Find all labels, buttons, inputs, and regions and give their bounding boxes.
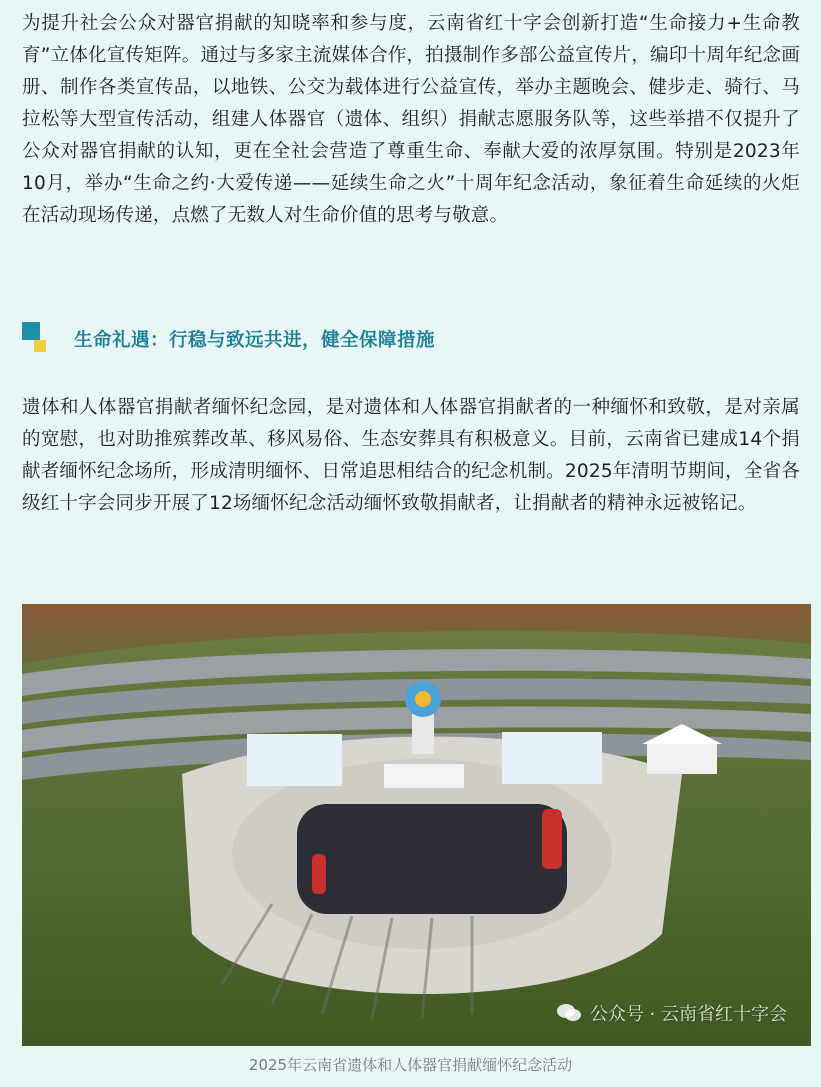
section-heading (22, 322, 435, 356)
watermark (556, 1000, 787, 1026)
section-heading-text: 生命礼遇：行稳与致远共进，健全保障措施 (74, 330, 436, 351)
article-paragraph: 为提升社会公众对器官捐献的知晓率和参与度，云南省红十字会创新打造“生命接力+生命教育”立体化宣传矩阵。通过与多家主流媒体合作，拍摄制作多部公益宣传片，编印十周年纪念画册、制作各类宣传品，以地铁、公交为载体进行公益宣传，举办主题晚会、健步走、骑行、马拉松等大型宣传活动，组建人体器官（遗体、组织）捐献志愿服务队等，这些举措不仅提升了公众对器官捐献的认知，更在全社会营造了尊重生命、奉献大爱的浓厚氛围。特别是2023年10月，举办“生命之约·大爱传递——延续生命之火”十周年纪念活动，象征着生命延续的火炬在活动现场传递，点燃了无数人对生命价值的思考与敬意。 (22, 13, 800, 226)
article-paragraph: 遗体和人体器官捐献者缅怀纪念园，是对遗体和人体器官捐献者的一种缅怀和致敬，是对亲属的宽慰，也对助推殡葬改革、移风易俗、生态安葬具有积极意义。目前，云南省已建成14个捐献者缅怀纪念场所，形成清明缅怀、日常追思相结合的纪念机制。2025年清明节期间，全省各级红十字会同步开展了12场缅怀纪念活动缅怀致敬捐献者，让捐献者的精神永远被铭记。 (22, 397, 800, 514)
heading-marker-icon (22, 322, 46, 356)
memorial-event-photo (22, 604, 811, 1046)
watermark-text: 公众号 · 云南省红十字会 (589, 1004, 787, 1025)
photo-caption: 2025年云南省遗体和人体器官捐献缅怀纪念活动 (248, 1056, 573, 1074)
wechat-icon (556, 1002, 582, 1024)
